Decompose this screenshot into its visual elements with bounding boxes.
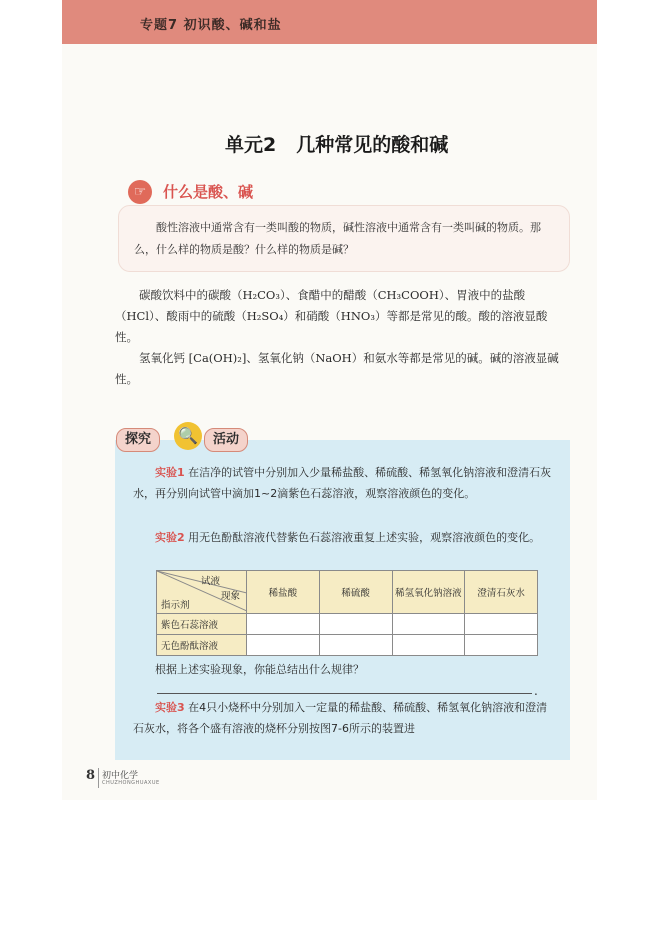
footer-divider	[98, 768, 99, 788]
corner-indicator-label: 指示剂	[161, 600, 190, 611]
pointing-hand-icon: ☞	[128, 180, 152, 204]
table-corner-cell	[157, 571, 247, 614]
observation-table	[156, 570, 538, 656]
experiment-3-text: 在4只小烧杯中分别加入一定量的稀盐酸、稀硫酸、稀氢氧化钠溶液和澄清石灰水，将各个盛有溶液的烧杯分别按图7-6所示的装置进	[133, 701, 548, 735]
row-header: 紫色石蕊溶液	[157, 614, 247, 635]
experiment-1-text: 在洁净的试管中分别加入少量稀盐酸、稀硫酸、稀氢氧化钠溶液和澄清石灰水，再分别向试管中滴加1~2滴紫色石蕊溶液，观察溶液颜色的变化。	[133, 466, 552, 500]
table-cell	[392, 635, 465, 656]
experiment-2-label: 实验2	[155, 531, 185, 544]
table-row	[157, 635, 538, 656]
corner-solution-label: 试液	[200, 576, 220, 587]
experiment-2	[133, 527, 553, 548]
row-header: 无色酚酞溶液	[157, 635, 247, 656]
table-cell	[319, 614, 392, 635]
table-cell	[319, 635, 392, 656]
experiment-3	[133, 697, 553, 739]
paragraph-acids: 碳酸饮料中的碳酸（H₂CO₃）、食醋中的醋酸（CH₃COOH）、胃液中的盐酸（HCl）、酸雨中的硫酸（H₂SO₄）和硝酸（HNO₃）等都是常见的酸。酸的溶液显酸性。	[115, 288, 548, 344]
table-row	[157, 614, 538, 635]
column-header: 稀盐酸	[247, 571, 320, 614]
experiment-3-label: 实验3	[155, 701, 185, 714]
table-cell	[465, 614, 538, 635]
unit-name: 几种常见的酸和碱	[296, 134, 449, 156]
table-cell	[392, 614, 465, 635]
note-text: 酸性溶液中通常含有一类叫酸的物质，碱性溶液中通常含有一类叫碱的物质。那么，什么样的物质是酸？什么样的物质是碱？	[134, 221, 541, 256]
paragraph-bases: 氢氧化钙 [Ca(OH)₂]、氢氧化钠（NaOH）和氨水等都是常见的碱。碱的溶液显碱性。	[115, 351, 559, 386]
experiment-2-text: 用无色酚酞溶液代替紫色石蕊溶液重复上述实验，观察溶液颜色的变化。	[188, 531, 541, 544]
table-cell	[465, 635, 538, 656]
chapter-header: 专题7 初识酸、碱和盐	[140, 18, 282, 33]
experiment-1-label: 实验1	[155, 466, 185, 479]
unit-title	[225, 130, 448, 157]
summary-question: 根据上述实验现象，你能总结出什么规律？	[155, 663, 364, 676]
explore-activity-label	[116, 422, 264, 454]
column-header: 稀氢氧化钠溶液	[392, 571, 465, 614]
column-header: 稀硫酸	[319, 571, 392, 614]
book-title: 初中化学	[102, 771, 139, 781]
answer-line-period: .	[534, 684, 538, 698]
table-cell	[247, 614, 320, 635]
explore-tag: 探究	[116, 428, 160, 452]
book-title-pinyin: CHUZHONGHUAXUE	[102, 780, 160, 786]
activity-tag: 活动	[204, 428, 248, 452]
table-header-row	[157, 571, 538, 614]
unit-number: 单元2	[225, 134, 277, 156]
section-heading: 什么是酸、碱	[163, 183, 254, 201]
corner-phenomenon-label: 现象	[220, 591, 240, 602]
table-cell	[247, 635, 320, 656]
experiment-1	[133, 462, 553, 504]
magnifier-icon: 🔍	[174, 422, 202, 450]
column-header: 澄清石灰水	[465, 571, 538, 614]
answer-line	[157, 693, 532, 694]
page-number: 8	[86, 768, 96, 783]
